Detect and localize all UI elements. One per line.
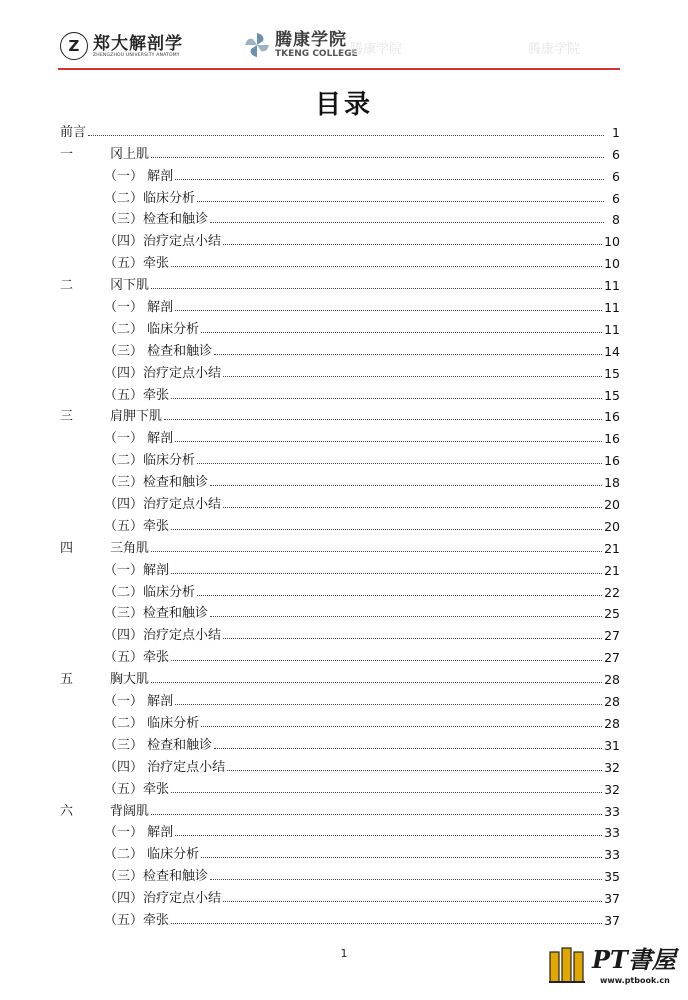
dot-leader xyxy=(175,704,602,705)
toc-entry-label: （五）牵张 xyxy=(104,912,170,928)
toc-entry-section[interactable] xyxy=(60,731,620,753)
toc-entry-section[interactable] xyxy=(60,337,620,359)
dot-leader xyxy=(151,157,604,158)
faded-watermark-text: 腾康学院 xyxy=(350,42,403,57)
toc-entry-chapter[interactable] xyxy=(60,271,620,293)
table-of-contents xyxy=(60,118,620,928)
toc-entry-section[interactable] xyxy=(60,906,620,928)
toc-entry-chapter[interactable] xyxy=(60,534,620,556)
toc-entry-page: 27 xyxy=(604,650,620,666)
dot-leader xyxy=(223,507,602,508)
toc-entry-page: 21 xyxy=(604,562,620,578)
dot-leader xyxy=(210,485,602,486)
toc-entry-section[interactable] xyxy=(60,206,620,228)
dot-leader xyxy=(151,551,602,552)
dot-leader xyxy=(201,726,602,727)
toc-entry-label: （二）临床分析 xyxy=(104,584,196,600)
dot-leader xyxy=(171,266,602,267)
toc-entry-section[interactable] xyxy=(60,162,620,184)
toc-entry-label: （三）检查和触诊 xyxy=(104,869,209,885)
dot-leader xyxy=(227,770,602,771)
toc-chapter-number: 六 xyxy=(60,803,74,819)
toc-entry-label: （三）检查和触诊 xyxy=(104,606,209,622)
toc-entry-page: 31 xyxy=(604,737,620,753)
dot-leader xyxy=(171,792,602,793)
toc-entry-page: 28 xyxy=(604,672,620,688)
page-title: 目录 xyxy=(314,90,373,120)
toc-entry-section[interactable] xyxy=(60,775,620,797)
toc-entry-label: （四）治疗定点小结 xyxy=(104,628,222,644)
watermark-name: PT書屋 xyxy=(592,945,676,974)
toc-entry-label: （一） 解剖 xyxy=(104,825,174,841)
toc-entry-page: 16 xyxy=(604,409,620,425)
toc-entry-label: （二）临床分析 xyxy=(104,453,196,469)
toc-entry-page: 27 xyxy=(604,628,620,644)
toc-entry-section[interactable] xyxy=(60,621,620,643)
toc-entry-preface[interactable] xyxy=(60,118,620,140)
faded-watermark-text: 腾康学院 xyxy=(528,42,581,57)
toc-entry-page: 33 xyxy=(604,803,620,819)
toc-entry-page: 11 xyxy=(604,321,620,337)
toc-chapter-number: 三 xyxy=(60,409,74,425)
dot-leader xyxy=(171,529,602,530)
toc-entry-section[interactable] xyxy=(60,709,620,731)
toc-entry-section[interactable] xyxy=(60,753,620,775)
books-logo-icon xyxy=(548,942,586,986)
toc-entry-section[interactable] xyxy=(60,687,620,709)
toc-entry-page: 15 xyxy=(604,365,620,381)
zhengda-logo-title: 郑大解剖学 xyxy=(93,33,183,54)
toc-entry-label: （四） 治疗定点小结 xyxy=(104,759,226,775)
toc-entry-page: 8 xyxy=(612,212,620,228)
toc-entry-label: 三角肌 xyxy=(110,540,150,556)
toc-entry-section[interactable] xyxy=(60,227,620,249)
dot-leader xyxy=(88,135,604,136)
toc-entry-section[interactable] xyxy=(60,490,620,512)
dot-leader xyxy=(175,441,602,442)
toc-entry-page: 16 xyxy=(604,431,620,447)
toc-entry-page: 6 xyxy=(612,190,620,206)
toc-entry-page: 11 xyxy=(604,300,620,316)
toc-entry-label: （三） 检查和触诊 xyxy=(104,737,213,753)
toc-entry-page: 1 xyxy=(612,124,620,140)
toc-entry-section[interactable] xyxy=(60,578,620,600)
toc-entry-page: 35 xyxy=(604,869,620,885)
toc-entry-label: （二） 临床分析 xyxy=(104,715,200,731)
page-header xyxy=(0,0,688,80)
toc-entry-label: （三）检查和触诊 xyxy=(104,475,209,491)
toc-entry-label: （二） 临床分析 xyxy=(104,321,200,337)
dot-leader xyxy=(223,638,602,639)
toc-entry-page: 11 xyxy=(604,278,620,294)
toc-entry-section[interactable] xyxy=(60,381,620,403)
dot-leader xyxy=(223,901,602,902)
toc-entry-label: （五）牵张 xyxy=(104,650,170,666)
dot-leader xyxy=(223,376,602,377)
toc-entry-page: 10 xyxy=(604,234,620,250)
toc-entry-label: （五）牵张 xyxy=(104,781,170,797)
toc-entry-label: （五）牵张 xyxy=(104,256,170,272)
dot-leader xyxy=(175,310,602,311)
toc-entry-label: （三）检查和触诊 xyxy=(104,212,209,228)
toc-entry-section[interactable] xyxy=(60,556,620,578)
toc-entry-label: （一）解剖 xyxy=(104,562,170,578)
zhengda-logo-subtitle: ZHENGZHOU UNIVERSITY ANATOMY xyxy=(93,52,180,58)
toc-chapter-number: 五 xyxy=(60,672,74,688)
dot-leader xyxy=(210,616,602,617)
dot-leader xyxy=(201,332,602,333)
toc-entry-section[interactable] xyxy=(60,359,620,381)
dot-leader xyxy=(197,463,602,464)
toc-entry-page: 28 xyxy=(604,694,620,710)
dot-leader xyxy=(151,288,602,289)
toc-entry-section[interactable] xyxy=(60,600,620,622)
toc-entry-page: 25 xyxy=(604,606,620,622)
toc-entry-label: 肩胛下肌 xyxy=(110,409,163,425)
watermark-url: www.ptbook.cn xyxy=(600,976,670,985)
toc-entry-page: 33 xyxy=(604,825,620,841)
toc-entry-section[interactable] xyxy=(60,315,620,337)
dot-leader xyxy=(175,835,602,836)
zhengda-logo-mark-icon: Z xyxy=(60,32,88,60)
toc-entry-section[interactable] xyxy=(60,424,620,446)
toc-entry-page: 15 xyxy=(604,387,620,403)
toc-entry-label: 胸大肌 xyxy=(110,672,150,688)
toc-entry-chapter[interactable] xyxy=(60,797,620,819)
toc-entry-section[interactable] xyxy=(60,840,620,862)
toc-entry-page: 6 xyxy=(612,168,620,184)
dot-leader xyxy=(197,201,604,202)
toc-entry-section[interactable] xyxy=(60,643,620,665)
toc-entry-label: （二）临床分析 xyxy=(104,190,196,206)
dot-leader xyxy=(201,857,602,858)
dot-leader xyxy=(197,595,602,596)
page-number: 1 xyxy=(340,947,348,960)
tkeng-college-logo xyxy=(243,31,358,59)
toc-entry-section[interactable] xyxy=(60,249,620,271)
toc-entry-page: 10 xyxy=(604,256,620,272)
toc-entry-page: 33 xyxy=(604,847,620,863)
toc-entry-page: 22 xyxy=(604,584,620,600)
toc-entry-section[interactable] xyxy=(60,884,620,906)
toc-entry-label: （一） 解剖 xyxy=(104,694,174,710)
toc-entry-label: （四）治疗定点小结 xyxy=(104,891,222,907)
toc-entry-label: （一） 解剖 xyxy=(104,168,174,184)
toc-entry-label: （四）治疗定点小结 xyxy=(104,365,222,381)
dot-leader xyxy=(214,354,602,355)
dot-leader xyxy=(210,222,604,223)
dot-leader xyxy=(175,179,604,180)
toc-entry-label: 冈下肌 xyxy=(110,278,150,294)
toc-entry-page: 21 xyxy=(604,540,620,556)
toc-entry-label: （二） 临床分析 xyxy=(104,847,200,863)
tkeng-pinwheel-icon xyxy=(243,31,271,59)
toc-entry-label: （一） 解剖 xyxy=(104,431,174,447)
toc-entry-label: （三） 检查和触诊 xyxy=(104,343,213,359)
toc-entry-section[interactable] xyxy=(60,512,620,534)
dot-leader xyxy=(210,879,602,880)
toc-entry-page: 18 xyxy=(604,475,620,491)
toc-entry-chapter[interactable] xyxy=(60,403,620,425)
toc-entry-label: （四）治疗定点小结 xyxy=(104,497,222,513)
toc-entry-page: 28 xyxy=(604,715,620,731)
dot-leader xyxy=(164,419,602,420)
dot-leader xyxy=(171,573,602,574)
toc-entry-label: 冈上肌 xyxy=(110,146,150,162)
toc-entry-section[interactable] xyxy=(60,819,620,841)
toc-entry-section[interactable] xyxy=(60,293,620,315)
toc-chapter-number: 二 xyxy=(60,278,74,294)
toc-entry-label: （五）牵张 xyxy=(104,387,170,403)
toc-entry-label: 前言 xyxy=(60,124,87,140)
dot-leader xyxy=(151,814,602,815)
toc-entry-chapter[interactable] xyxy=(60,140,620,162)
dot-leader xyxy=(223,244,602,245)
toc-entry-section[interactable] xyxy=(60,446,620,468)
toc-entry-page: 32 xyxy=(604,781,620,797)
toc-entry-section[interactable] xyxy=(60,468,620,490)
toc-entry-chapter[interactable] xyxy=(60,665,620,687)
toc-entry-page: 16 xyxy=(604,453,620,469)
toc-entry-page: 37 xyxy=(604,891,620,907)
toc-entry-section[interactable] xyxy=(60,862,620,884)
tkeng-logo-title: 腾康学院 xyxy=(275,30,347,50)
zhengda-anatomy-logo xyxy=(60,32,183,60)
toc-entry-label: （一） 解剖 xyxy=(104,300,174,316)
toc-entry-page: 14 xyxy=(604,343,620,359)
toc-entry-page: 37 xyxy=(604,912,620,928)
dot-leader xyxy=(214,748,602,749)
tkeng-logo-subtitle: TKENG COLLEGE xyxy=(275,49,358,59)
toc-entry-page: 20 xyxy=(604,518,620,534)
toc-entry-label: （四）治疗定点小结 xyxy=(104,234,222,250)
toc-chapter-number: 一 xyxy=(60,146,74,162)
header-rule xyxy=(58,68,620,70)
toc-entry-section[interactable] xyxy=(60,184,620,206)
toc-chapter-number: 四 xyxy=(60,540,74,556)
toc-entry-page: 6 xyxy=(612,146,620,162)
ptbook-watermark xyxy=(548,938,682,996)
dot-leader xyxy=(171,923,602,924)
toc-entry-label: 背阔肌 xyxy=(110,803,150,819)
dot-leader xyxy=(171,660,602,661)
dot-leader xyxy=(171,398,602,399)
dot-leader xyxy=(151,682,602,683)
toc-entry-label: （五）牵张 xyxy=(104,518,170,534)
toc-entry-page: 20 xyxy=(604,497,620,513)
toc-entry-page: 32 xyxy=(604,759,620,775)
